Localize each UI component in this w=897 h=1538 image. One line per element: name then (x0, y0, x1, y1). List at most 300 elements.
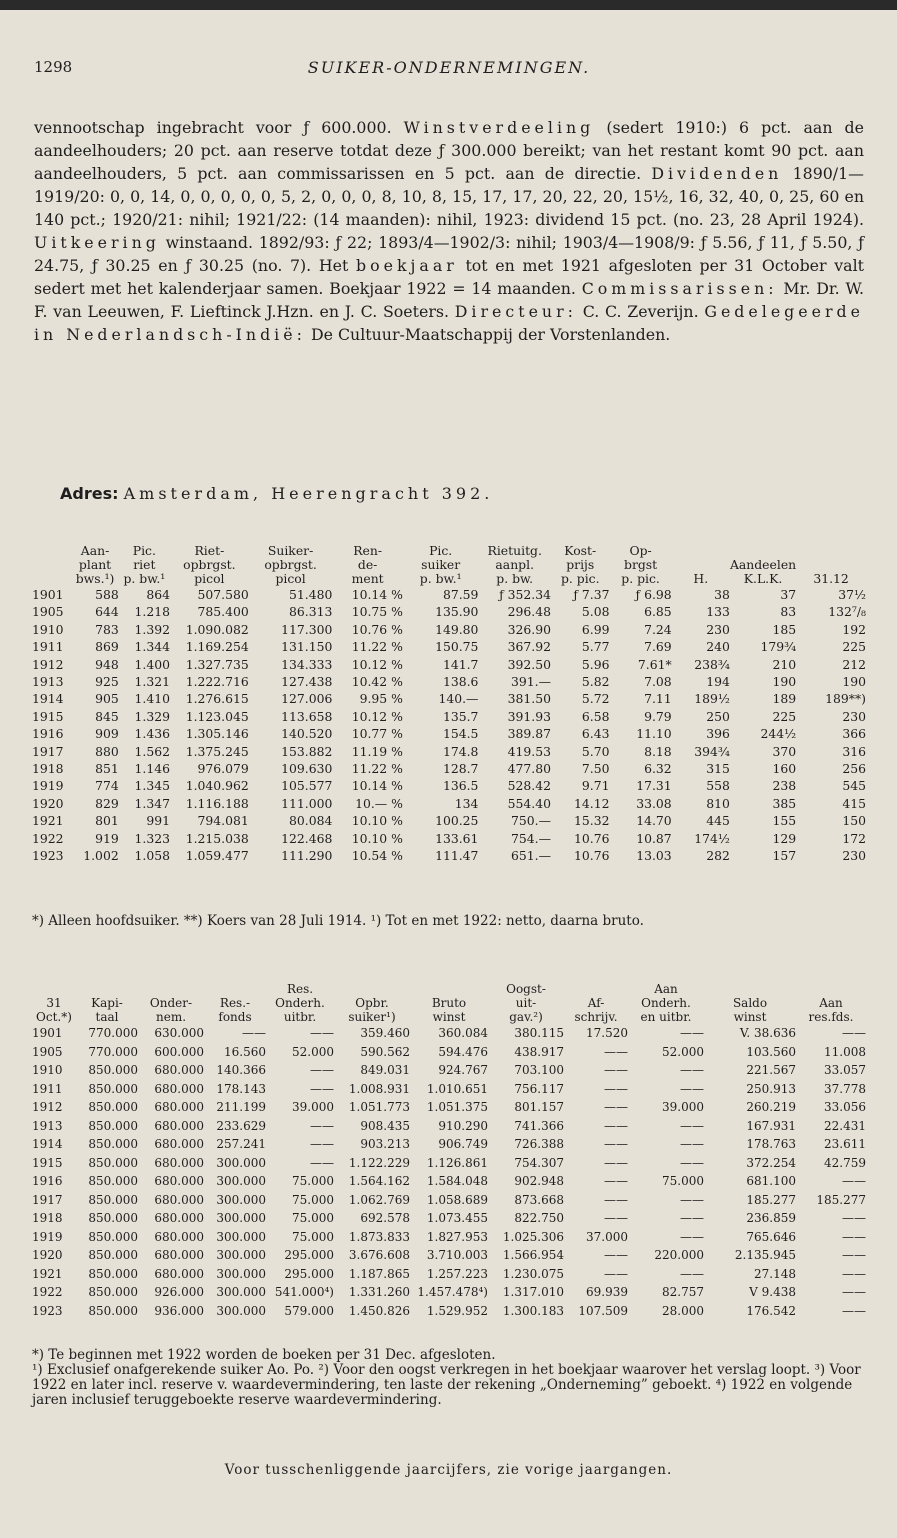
value-cell: 86.313 (289, 604, 333, 620)
value-cell: 189 (772, 691, 797, 707)
value-cell: 211.199 (216, 1100, 266, 1114)
value-cell: 703.100 (514, 1063, 564, 1077)
value-cell: 111.000 (281, 795, 333, 811)
value-cell: —— (604, 1063, 628, 1077)
value-cell: —— (310, 1063, 334, 1077)
value-cell: 172 (842, 830, 866, 846)
value-cell: 1.257.223 (426, 1266, 488, 1281)
value-cell: 1.321 (134, 674, 170, 690)
kw-directeur: Directeur: (454, 302, 577, 321)
value-cell: 28.000 (662, 1303, 704, 1318)
year-cell: 1922 (32, 1285, 63, 1299)
value-cell: ƒ 352.34 (499, 587, 552, 602)
value-cell: —— (604, 1248, 628, 1262)
value-cell: 1.126.861 (426, 1155, 488, 1170)
year-cell: 1914 (32, 1137, 63, 1151)
value-cell: 10.10 % (351, 830, 403, 846)
value-cell: 10.76 % (351, 621, 403, 637)
kw-commissarissen: Commissarissen: (581, 279, 778, 298)
table-row (32, 621, 866, 638)
value-cell: 903.213 (360, 1137, 410, 1151)
value-cell: 157 (772, 848, 797, 864)
table-row (32, 1228, 866, 1247)
value-cell: 10.87 (636, 830, 672, 846)
value-cell: 991 (146, 813, 170, 829)
value-cell: 111.290 (281, 848, 333, 864)
value-cell: 370 (772, 743, 797, 759)
value-cell: 37½ (838, 587, 866, 602)
header-cell: 31 (46, 996, 62, 1010)
value-cell: 132⁷/₈ (828, 604, 866, 620)
header-cell: Pic. (429, 543, 453, 558)
kw-dividenden: Dividenden (651, 164, 783, 183)
header-cell: Suiker- (267, 543, 314, 558)
value-cell: 117.300 (281, 621, 333, 637)
value-cell: 220.000 (654, 1248, 704, 1262)
value-cell: 600.000 (154, 1044, 204, 1059)
intro-s2: (sedert 1910:) 6 pct. aan de aandeelhouders; 20 pct. aan reserve totdat deze ƒ 300.000 bereikt; van het restant komt 90 pct. aan aandeelhouders, 5 pct. aan commissarissen en 5 pct. aan de directie. (34, 118, 864, 183)
header-cell: Res.- (219, 996, 251, 1010)
value-cell: 51.480 (289, 587, 333, 602)
value-cell: 477.80 (507, 761, 552, 777)
value-cell: 11.008 (824, 1044, 866, 1059)
value-cell: 880 (95, 743, 119, 759)
value-cell: 680.000 (154, 1155, 204, 1170)
value-cell: 924.767 (438, 1063, 488, 1077)
value-cell: 850.000 (88, 1211, 138, 1225)
value-cell: 908.435 (360, 1118, 410, 1133)
value-cell: 850.000 (88, 1100, 138, 1114)
value-cell: 38 (714, 587, 730, 602)
header-cell: Aan (819, 996, 843, 1010)
header-cell: res.fds. (808, 1010, 854, 1024)
value-cell: 389.87 (507, 726, 552, 742)
value-cell: —— (604, 1137, 628, 1151)
kw-gedelegeerde: Gedelegeerde in Nederlandsch-Indië: (34, 302, 864, 344)
value-cell: 14.70 (636, 813, 672, 829)
header-cell: de- (357, 557, 378, 572)
value-cell: 1.062.769 (348, 1192, 410, 1207)
year-cell: 1920 (32, 1248, 63, 1262)
value-cell: 42.759 (824, 1155, 866, 1170)
value-cell: 1.002 (83, 848, 119, 864)
value-cell: —— (604, 1044, 628, 1059)
value-cell: 256 (842, 761, 866, 777)
value-cell: —— (604, 1174, 628, 1188)
table-row (32, 1098, 866, 1117)
value-cell: —— (680, 1081, 704, 1096)
value-cell: 133.61 (435, 830, 479, 846)
value-cell: 1.123.045 (185, 708, 249, 724)
value-cell: 3.676.608 (348, 1248, 410, 1262)
value-cell: 129 (772, 830, 797, 846)
value-cell: 17.520 (586, 1026, 628, 1040)
value-cell: 300.000 (216, 1174, 266, 1188)
value-cell: 372.254 (746, 1155, 796, 1170)
value-cell: 850.000 (88, 1266, 138, 1281)
value-cell: 359.460 (360, 1026, 410, 1040)
value-cell: 1.010.651 (426, 1081, 488, 1096)
value-cell: 770.000 (88, 1044, 138, 1059)
header-cell: Af- (587, 996, 605, 1010)
intro-s6: Mr. Dr. W. F. van Leeuwen, F. Lieftinck J.Hzn. en J. C. Soeters. (34, 279, 864, 321)
value-cell: 316 (842, 743, 866, 759)
header-cell (704, 982, 796, 996)
value-cell: 726.388 (514, 1137, 564, 1151)
value-cell: 1.562 (134, 743, 170, 759)
intro-s1: vennootschap ingebracht voor ƒ 600.000. (34, 118, 392, 137)
value-cell: 16.560 (224, 1044, 266, 1059)
value-cell: 17.31 (636, 778, 672, 794)
table-row (32, 1191, 866, 1210)
year-cell: 1910 (32, 621, 64, 637)
value-cell: 128.7 (442, 761, 479, 777)
year-cell: 1921 (32, 1266, 63, 1281)
header-cell (796, 558, 866, 572)
value-cell: 750.— (511, 813, 552, 829)
value-cell: 680.000 (154, 1118, 204, 1133)
value-cell: 7.69 (644, 639, 672, 655)
value-cell: 579.000 (284, 1303, 334, 1318)
value-cell: 300.000 (216, 1211, 266, 1225)
value-cell: 37.000 (586, 1229, 628, 1244)
value-cell: 850.000 (88, 1174, 138, 1188)
value-cell: 7.50 (581, 761, 610, 777)
header-cell: Opbr. (355, 996, 389, 1010)
value-cell: 300.000 (216, 1285, 266, 1299)
value-cell: 300.000 (216, 1266, 266, 1281)
value-cell: 2.135.945 (734, 1248, 796, 1262)
financial-table-footnotes (32, 1348, 866, 1408)
value-cell: —— (842, 1229, 866, 1244)
header-cell: opbrgst. (264, 557, 317, 572)
year-cell: 1915 (32, 1155, 63, 1170)
value-cell: 558 (706, 778, 730, 794)
header-cell: p. bw.¹ (123, 571, 166, 586)
year-cell: 1911 (32, 639, 64, 655)
header-row (32, 544, 866, 558)
value-cell: 230 (842, 708, 866, 724)
value-cell: 282 (706, 848, 730, 864)
value-cell: 680.000 (154, 1137, 204, 1151)
value-cell: 174.8 (442, 743, 479, 759)
address-label: Adres: (60, 484, 119, 503)
intro-s3: 1890/1—1919/20: 0, 0, 14, 0, 0, 0, 0, 0, 5, 2, 0, 0, 0, 8, 10, 8, 15, 17, 17, 20, 22, 20, 15½, 16, 32, 40, 0, 25, 60 en 140 pct.; 1920/21: nihil; 1921/22: (14 maanden): nihil, 1923: dividend 15 pct. (no. 23, 28 April 1924). (34, 164, 864, 229)
year-cell: 1912 (32, 656, 64, 672)
value-cell: 1.187.865 (348, 1266, 410, 1281)
value-cell: 244½ (760, 726, 797, 742)
value-cell: —— (604, 1266, 628, 1281)
value-cell: —— (842, 1026, 866, 1040)
value-cell: 851 (95, 761, 119, 777)
table-row (32, 1246, 866, 1265)
year-cell: 1911 (32, 1081, 63, 1096)
value-cell: 82.757 (662, 1285, 704, 1299)
table-row (32, 795, 866, 812)
value-cell: 295.000 (284, 1248, 334, 1262)
production-table-header (32, 544, 866, 586)
value-cell: —— (310, 1155, 334, 1170)
table-row (32, 830, 866, 847)
value-cell: 236.859 (746, 1211, 796, 1225)
table-row (32, 656, 866, 673)
year-cell: 1915 (32, 708, 64, 724)
year-cell: 1921 (32, 813, 64, 829)
company-description (34, 116, 864, 346)
value-cell: 230 (706, 621, 730, 637)
value-cell: 419.53 (507, 743, 552, 759)
year-cell: 1914 (32, 691, 64, 707)
value-cell: 630.000 (154, 1026, 204, 1040)
value-cell: —— (680, 1192, 704, 1207)
header-cell: suiker¹) (348, 1010, 396, 1024)
header-row (32, 996, 866, 1010)
value-cell: 257.241 (216, 1137, 266, 1151)
header-row (32, 982, 866, 996)
value-cell: 785.400 (197, 604, 249, 620)
header-cell (76, 982, 138, 996)
value-cell: 1.329 (134, 708, 170, 724)
value-cell: 1.122.229 (348, 1155, 410, 1170)
value-cell: 1.230.075 (502, 1266, 564, 1281)
value-cell: 909 (95, 726, 119, 742)
production-table-footnote (32, 914, 866, 929)
header-cell: p. bw. (496, 571, 534, 586)
year-cell: 1923 (32, 1303, 63, 1318)
value-cell: 10.— % (355, 795, 403, 811)
value-cell: 107.509 (578, 1303, 628, 1318)
value-cell: 366 (842, 726, 866, 742)
value-cell: 850.000 (88, 1303, 138, 1318)
year-cell: 1913 (32, 1118, 63, 1133)
value-cell: 850.000 (88, 1229, 138, 1244)
value-cell: 141.7 (442, 656, 479, 672)
closing-note: Voor tusschenliggende jaarcijfers, zie vorige jaargangen. (224, 1462, 673, 1478)
value-cell: 300.000 (216, 1155, 266, 1170)
year-cell: 1918 (32, 761, 64, 777)
header-cell: brgst (624, 557, 658, 572)
value-cell: —— (680, 1063, 704, 1077)
value-cell: 100.25 (435, 813, 479, 829)
value-cell: 976.079 (197, 761, 249, 777)
value-cell: 135.90 (435, 604, 479, 620)
year-cell: 1917 (32, 743, 64, 759)
table-row (32, 1283, 866, 1302)
table-row (32, 673, 866, 690)
table-row (32, 1117, 866, 1136)
header-cell: p. pic. (621, 571, 660, 586)
value-cell: 178.143 (216, 1081, 266, 1096)
header-cell: aanpl. (495, 557, 535, 572)
value-cell: 134 (454, 795, 479, 811)
value-cell: 190 (842, 674, 866, 690)
value-cell: 300.000 (216, 1303, 266, 1318)
value-cell: 948 (95, 656, 119, 672)
value-cell: 754.— (511, 830, 552, 846)
value-cell: 7.08 (644, 674, 672, 690)
header-cell: Aan- (80, 543, 110, 558)
value-cell: 10.77 % (351, 726, 403, 742)
value-cell: 238 (772, 778, 797, 794)
intro-s7: C. C. Zeverijn. (582, 302, 699, 321)
value-cell: 756.117 (514, 1081, 564, 1096)
kw-boekjaar: boekjaar (355, 256, 458, 275)
value-cell: 10.14 % (351, 587, 403, 602)
value-cell: V 9.438 (749, 1285, 796, 1299)
value-cell: 150.75 (435, 639, 479, 655)
header-cell (672, 558, 730, 572)
value-cell: 185.277 (746, 1192, 796, 1207)
table-row (32, 1135, 866, 1154)
table-row (32, 725, 866, 742)
value-cell: 11.10 (636, 726, 672, 742)
header-cell: taal (95, 1010, 119, 1024)
value-cell: 845 (95, 708, 119, 724)
value-cell: 3.710.003 (426, 1248, 488, 1262)
header-cell: Pic. (132, 543, 156, 558)
value-cell: 680.000 (154, 1174, 204, 1188)
value-cell: 260.219 (746, 1100, 796, 1114)
value-cell: 680.000 (154, 1192, 204, 1207)
table-row (32, 1024, 866, 1043)
value-cell: —— (842, 1248, 866, 1262)
value-cell: 295.000 (284, 1266, 334, 1281)
value-cell: 1.450.826 (348, 1303, 410, 1318)
table-row (32, 847, 866, 864)
value-cell: 1.566.954 (502, 1248, 564, 1262)
footnote-text: *) Te beginnen met 1922 worden de boeken per 31 Dec. afgesloten. (32, 1347, 496, 1363)
value-cell: 315 (706, 761, 730, 777)
header-cell: fonds (218, 1010, 252, 1024)
footnote-text: ¹) Exclusief onafgerekende suiker Ao. Po. ²) Voor den oogst verkregen in het boekjaar waarover het verslag loopt. ³) Voor 1922 en later incl. reserve v. waardevermindering, ten laste der rekening „Onderneming” geboekt. ⁴) 1922 en volgende jaren inclusief teruggeboekte reserve waardevermindering. (32, 1362, 861, 1408)
header-cell: Rietuitg. (487, 543, 542, 558)
table-row (32, 812, 866, 829)
value-cell: 829 (95, 795, 119, 811)
value-cell: 140.— (438, 691, 479, 707)
value-cell: 680.000 (154, 1100, 204, 1114)
value-cell: —— (680, 1211, 704, 1225)
value-cell: 392.50 (507, 656, 552, 672)
table-row (32, 708, 866, 725)
value-cell: —— (604, 1192, 628, 1207)
value-cell: 75.000 (292, 1229, 334, 1244)
value-cell: —— (680, 1229, 704, 1244)
value-cell: 111.47 (435, 848, 479, 864)
value-cell: 1.059.477 (185, 848, 249, 864)
value-cell: 680.000 (154, 1266, 204, 1281)
value-cell: 300.000 (216, 1248, 266, 1262)
value-cell: —— (680, 1026, 704, 1040)
scan-edge (0, 0, 897, 10)
header-cell: uit- (515, 996, 537, 1010)
value-cell: 174½ (694, 830, 730, 846)
value-cell: 122.468 (281, 830, 333, 846)
value-cell: —— (310, 1081, 334, 1096)
value-cell: 5.82 (581, 674, 610, 690)
value-cell: 438.917 (514, 1044, 564, 1059)
value-cell: —— (680, 1137, 704, 1151)
header-cell: bws.¹) (75, 571, 115, 586)
value-cell: 238¾ (694, 656, 730, 672)
value-cell: 15.32 (574, 813, 610, 829)
production-table (32, 544, 866, 865)
header-cell (32, 572, 71, 586)
value-cell: 415 (842, 795, 866, 811)
value-cell: 75.000 (292, 1192, 334, 1207)
value-cell: 5.96 (581, 656, 610, 672)
value-cell: 179¾ (760, 639, 797, 655)
value-cell: 794.081 (197, 813, 249, 829)
value-cell: 681.100 (746, 1174, 796, 1188)
value-cell: 178.763 (746, 1137, 796, 1151)
header-cell (796, 544, 866, 558)
value-cell: —— (310, 1026, 334, 1040)
value-cell: 10.14 % (351, 778, 403, 794)
value-cell: 873.668 (514, 1192, 564, 1207)
header-cell: picol (194, 571, 225, 586)
value-cell: 394¾ (694, 743, 730, 759)
value-cell: 6.99 (581, 621, 610, 637)
value-cell: V. 38.636 (739, 1026, 796, 1040)
value-cell: 391.93 (507, 708, 552, 724)
value-cell: 127.006 (281, 691, 333, 707)
value-cell: 783 (95, 621, 119, 637)
value-cell: 23.611 (824, 1137, 866, 1151)
header-cell (334, 982, 410, 996)
value-cell: 869 (95, 639, 119, 655)
table-row (32, 1061, 866, 1080)
header-cell: riet (133, 557, 156, 572)
value-cell: 300.000 (216, 1192, 266, 1207)
year-cell: 1910 (32, 1063, 63, 1077)
value-cell: 5.72 (581, 691, 610, 707)
year-cell: 1920 (32, 795, 64, 811)
value-cell: 27.148 (754, 1266, 796, 1281)
value-cell: —— (310, 1118, 334, 1133)
header-cell (32, 982, 76, 996)
value-cell: 225 (842, 639, 866, 655)
value-cell: 445 (706, 813, 730, 829)
value-cell: 80.084 (289, 813, 333, 829)
value-cell: 554.40 (507, 795, 552, 811)
value-cell: 1.400 (134, 656, 170, 672)
value-cell: 37.778 (824, 1081, 866, 1096)
value-cell: 39.000 (292, 1100, 334, 1114)
table-row (32, 1302, 866, 1321)
value-cell: 1.051.773 (348, 1100, 410, 1114)
header-cell: winst (432, 1010, 466, 1024)
value-cell: 11.22 % (351, 639, 403, 655)
value-cell: 381.50 (507, 691, 552, 707)
header-cell: gav.²) (509, 1010, 543, 1024)
value-cell: 864 (146, 587, 170, 602)
value-cell: —— (842, 1211, 866, 1225)
value-cell: 541.000⁴) (274, 1285, 334, 1299)
value-cell: 83 (780, 604, 797, 620)
table-row (32, 1209, 866, 1228)
value-cell: —— (842, 1303, 866, 1318)
value-cell: 910.290 (438, 1118, 488, 1133)
value-cell: 6.58 (581, 708, 610, 724)
value-cell: 919 (95, 830, 119, 846)
value-cell: 240 (706, 639, 730, 655)
header-cell: picol (275, 571, 306, 586)
value-cell: 10.12 % (351, 656, 403, 672)
header-cell: prijs (566, 557, 595, 572)
table-row (32, 690, 866, 707)
value-cell: 189**) (825, 691, 866, 707)
value-cell: 1.218 (134, 604, 170, 620)
